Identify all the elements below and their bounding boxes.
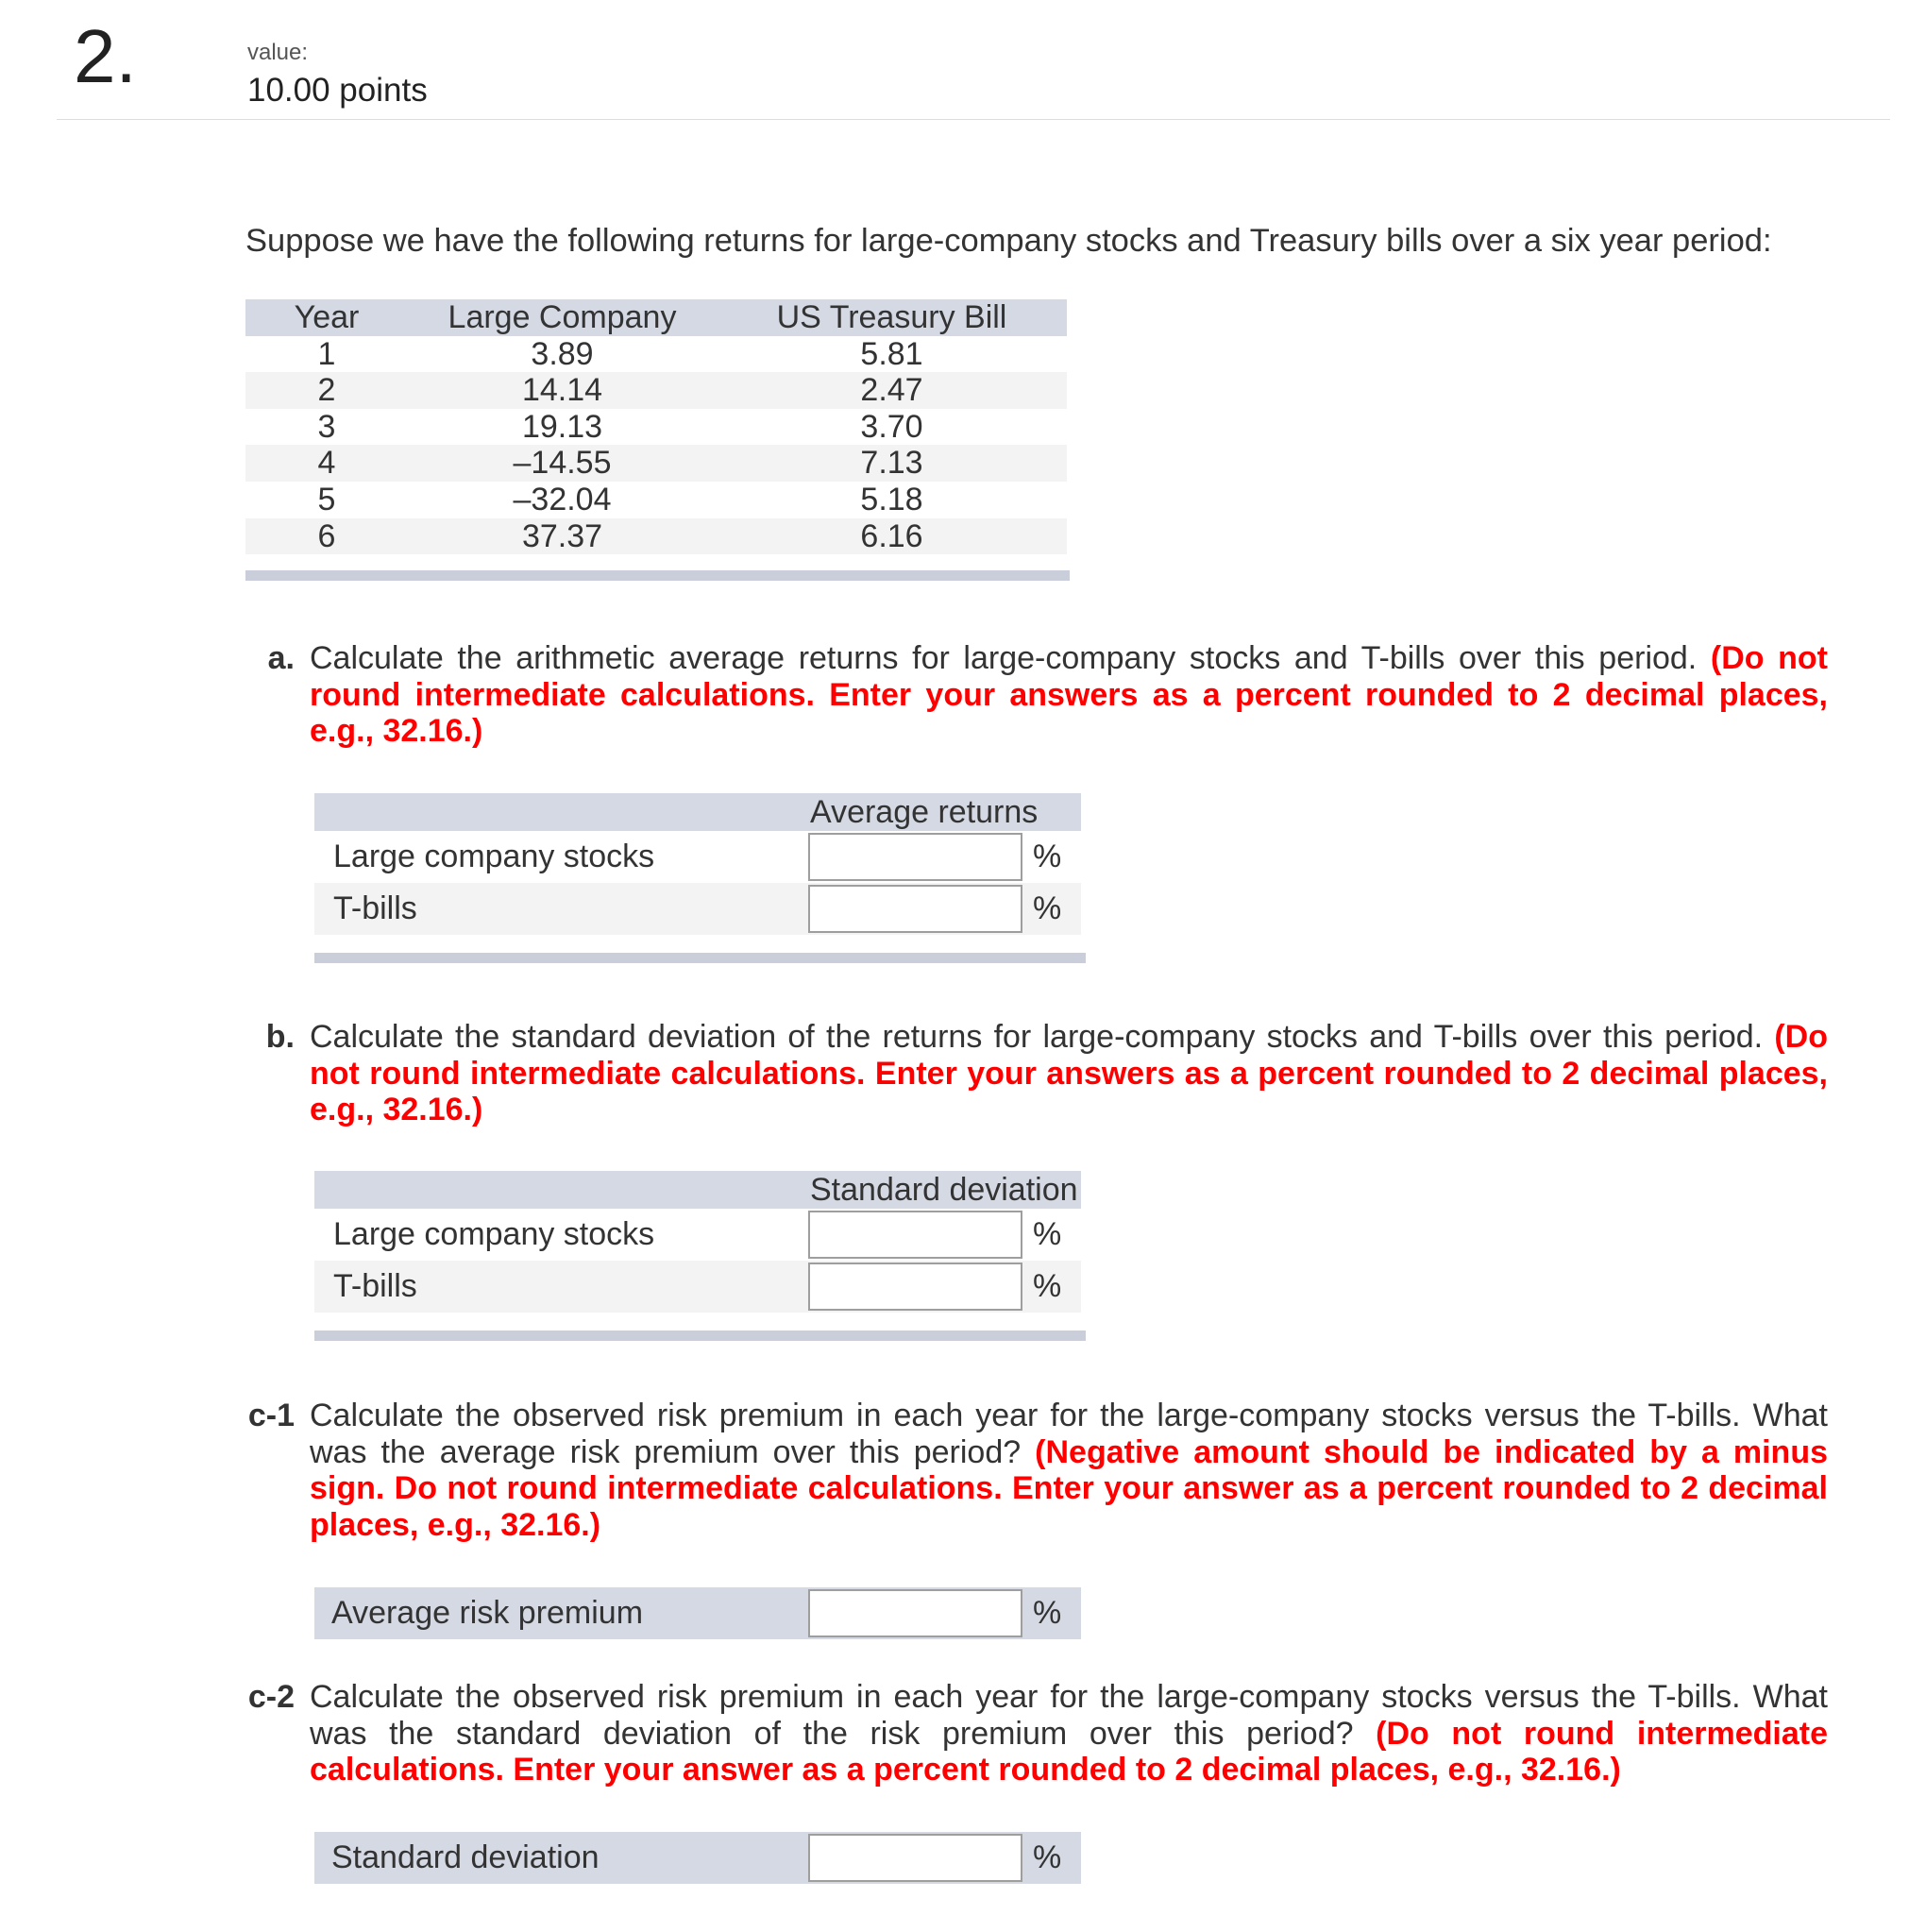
avg-return-tbills-input[interactable] <box>808 885 1022 933</box>
part-a-label: a. <box>267 640 295 676</box>
returns-table <box>245 299 1067 554</box>
part-b-label: b. <box>265 1019 295 1055</box>
cell-year: 2 <box>245 372 408 409</box>
grid-header-label: Average returns <box>810 794 1039 830</box>
part-b-text: Calculate the standard deviation of the returns for large-company stocks and T-bills over this period. <box>310 1019 1764 1055</box>
cell-treasury-bill: 6.16 <box>717 518 1067 555</box>
answer-row <box>314 1209 1081 1261</box>
cell-large-company: 3.89 <box>531 335 594 372</box>
std-dev-large-company-input[interactable] <box>808 1211 1022 1259</box>
grid-footer-bar <box>314 1330 1086 1341</box>
returns-table-header <box>245 299 1067 336</box>
part-c2-prompt <box>245 1679 1828 1788</box>
cell-year: 5 <box>317 481 336 517</box>
cell-year: 1 <box>317 335 336 372</box>
cell-treasury-bill: 5.81 <box>860 335 923 372</box>
risk-premium-std-dev-input[interactable] <box>808 1834 1022 1882</box>
percent-unit: % <box>1033 1216 1062 1252</box>
table-row <box>245 445 1067 482</box>
part-c2-label: c-2 <box>247 1679 295 1715</box>
percent-unit: % <box>1033 1839 1062 1875</box>
col-header-year: Year <box>245 299 408 336</box>
avg-risk-premium-input[interactable] <box>808 1589 1022 1637</box>
part-c2-text: Calculate the observed risk premium in each year for the large-company stocks versus the T-bills. What was the standard deviation of the risk premium over this period? <box>310 1679 1828 1752</box>
part-b-answer-grid <box>314 1171 1081 1341</box>
grid-header <box>314 1171 1081 1209</box>
value-label: value: <box>247 40 309 65</box>
table-row <box>245 336 1067 373</box>
part-a-text: Calculate the arithmetic average returns for large-company stocks and T-bills over this period. <box>310 640 1698 676</box>
cell-large-company: 14.14 <box>408 372 717 409</box>
cell-large-company: 19.13 <box>521 408 603 445</box>
table-row <box>245 409 1067 446</box>
part-c1-label: c-1 <box>247 1398 295 1433</box>
part-c1-text: Calculate the observed risk premium in each year for the large-company stocks versus the T-bills. What was the average risk premium over this period? <box>310 1398 1828 1470</box>
percent-unit: % <box>1033 1595 1062 1631</box>
part-a-instruction: (Do not round intermediate calculations. Enter your answers as a percent rounded to 2 decimal places, e.g., 32.16.) <box>310 640 1829 750</box>
row-label: T-bills <box>333 1268 417 1304</box>
part-c2-instruction: (Do not round intermediate calculations. Enter your answer as a percent rounded to 2 decimal places, e.g., 32.16.) <box>310 1715 1828 1788</box>
value-points: 10.00 points <box>247 72 428 109</box>
row-label: T-bills <box>333 890 417 926</box>
header-divider <box>57 119 1890 120</box>
row-label: Standard deviation <box>331 1839 600 1875</box>
answer-row <box>314 883 1081 935</box>
cell-large-company: 37.37 <box>408 518 717 555</box>
table-footer-bar <box>245 570 1070 581</box>
grid-footer-bar <box>314 953 1086 963</box>
part-b-prompt <box>245 1019 1828 1128</box>
cell-year: 6 <box>245 518 408 555</box>
table-row <box>245 518 1067 555</box>
row-label: Large company stocks <box>333 1216 655 1252</box>
answer-row <box>314 1261 1081 1313</box>
col-header-treasury-bill: US Treasury Bill <box>717 299 1067 336</box>
percent-unit: % <box>1033 890 1062 926</box>
col-header-large-company: Large Company <box>408 299 717 336</box>
part-a-prompt <box>245 640 1828 750</box>
cell-treasury-bill: 3.70 <box>860 408 923 445</box>
table-row <box>245 482 1067 518</box>
percent-unit: % <box>1033 1268 1062 1304</box>
std-dev-tbills-input[interactable] <box>808 1263 1022 1311</box>
part-c1-instruction: (Negative amount should be indicated by a minus sign. Do not round intermediate calculations. Enter your answer as a percent rounded to 2 decimal places, e.g., 32.16.) <box>310 1433 1828 1543</box>
table-row <box>245 372 1067 409</box>
part-c1-prompt <box>245 1398 1828 1543</box>
cell-large-company: –32.04 <box>513 481 612 517</box>
part-c2-answer-row <box>314 1832 1081 1884</box>
part-a-answer-grid <box>314 793 1081 963</box>
cell-large-company: –14.55 <box>408 445 717 482</box>
cell-treasury-bill: 5.18 <box>860 481 923 517</box>
percent-unit: % <box>1033 839 1062 874</box>
answer-row <box>314 831 1081 883</box>
row-label: Average risk premium <box>331 1595 644 1631</box>
row-label: Large company stocks <box>333 839 655 874</box>
cell-year: 4 <box>245 445 408 482</box>
cell-treasury-bill: 2.47 <box>717 372 1067 409</box>
question-intro: Suppose we have the following returns for large-company stocks and Treasury bills over a six year period: <box>245 223 1772 259</box>
question-number: 2. <box>74 14 137 98</box>
grid-header-label: Standard deviation <box>810 1172 1078 1208</box>
part-c1-answer-row <box>314 1587 1081 1639</box>
grid-header <box>314 793 1081 831</box>
avg-return-large-company-input[interactable] <box>808 833 1022 881</box>
part-b-instruction: (Do not round intermediate calculations. Enter your answers as a percent rounded to 2 decimal places, e.g., 32.16.) <box>310 1019 1828 1128</box>
cell-year: 3 <box>317 408 336 445</box>
cell-treasury-bill: 7.13 <box>717 445 1067 482</box>
